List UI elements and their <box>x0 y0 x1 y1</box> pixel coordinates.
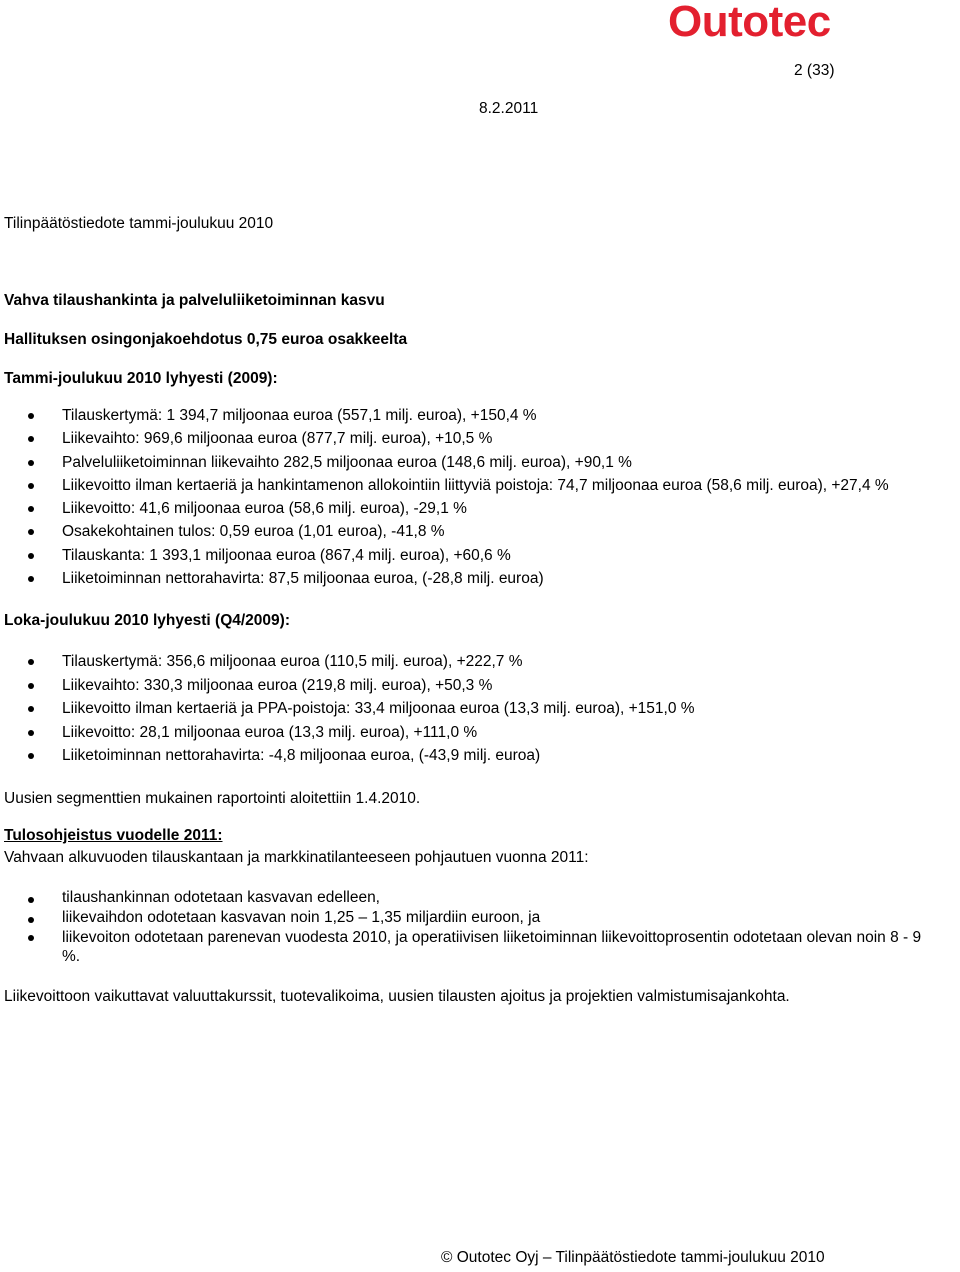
page-number: 2 (33) <box>794 62 835 79</box>
list-item: Liikevoitto ilman kertaeriä ja PPA-poistoja: 33,4 miljoonaa euroa (13,3 milj. euroa), +151,0 % <box>0 697 695 721</box>
list-item: Osakekohtainen tulos: 0,59 euroa (1,01 euroa), -41,8 % <box>0 520 889 543</box>
outotec-logo <box>668 0 836 44</box>
list-item: Tilauskanta: 1 393,1 miljoonaa euroa (867,4 milj. euroa), +60,6 % <box>0 544 889 567</box>
logo-text: Outotec <box>668 0 831 44</box>
list-item: Palveluliiketoiminnan liikevaihto 282,5 miljoonaa euroa (148,6 milj. euroa), +90,1 % <box>0 451 889 474</box>
headline-3: Tammi-joulukuu 2010 lyhyesti (2009): <box>4 370 278 387</box>
full-year-list <box>0 404 889 590</box>
list-item: Liiketoiminnan nettorahavirta: 87,5 miljoonaa euroa, (-28,8 milj. euroa) <box>0 567 889 590</box>
guidance-intro: Vahvaan alkuvuoden tilauskantaan ja markkinatilanteeseen pohjautuen vuonna 2011: <box>4 849 589 866</box>
list-item: Liikevaihto: 969,6 miljoonaa euroa (877,7 milj. euroa), +10,5 % <box>0 427 889 450</box>
list-item: Liikevoitto: 41,6 miljoonaa euroa (58,6 milj. euroa), -29,1 % <box>0 497 889 520</box>
headline-2: Hallituksen osingonjakoehdotus 0,75 euroa osakkeelta <box>4 331 408 348</box>
list-item: Liiketoiminnan nettorahavirta: -4,8 miljoonaa euroa, (-43,9 milj. euroa) <box>0 744 695 768</box>
q4-list <box>0 650 695 768</box>
footer: © Outotec Oyj – Tilinpäätöstiedote tammi-joulukuu 2010 <box>441 1249 825 1266</box>
document-date: 8.2.2011 <box>479 100 539 117</box>
headline-1: Vahva tilaushankinta ja palveluliiketoiminnan kasvu <box>4 292 385 309</box>
segment-note: Uusien segmenttien mukainen raportointi aloitettiin 1.4.2010. <box>4 790 421 807</box>
guidance-list <box>0 888 922 966</box>
list-item: Liikevaihto: 330,3 miljoonaa euroa (219,8 milj. euroa), +50,3 % <box>0 674 695 698</box>
document-title: Tilinpäätöstiedote tammi-joulukuu 2010 <box>4 215 274 232</box>
list-item: Liikevoitto ilman kertaeriä ja hankintamenon allokointiin liittyviä poistoja: 74,7 miljoonaa euroa (58,6 milj. euroa), +27,4 % <box>0 474 889 497</box>
list-item: liikevaihdon odotetaan kasvavan noin 1,25 – 1,35 miljardiin euroon, ja <box>0 908 922 928</box>
list-item: tilaushankinnan odotetaan kasvavan edelleen, <box>0 888 922 908</box>
list-item: Tilauskertymä: 356,6 miljoonaa euroa (110,5 milj. euroa), +222,7 % <box>0 650 695 674</box>
guidance-note: Liikevoittoon vaikuttavat valuuttakurssit, tuotevalikoima, uusien tilausten ajoitus ja projektien valmistumisajankohta. <box>4 988 790 1005</box>
list-item: Tilauskertymä: 1 394,7 miljoonaa euroa (557,1 milj. euroa), +150,4 % <box>0 404 889 427</box>
list-item: Liikevoitto: 28,1 miljoonaa euroa (13,3 milj. euroa), +111,0 % <box>0 721 695 745</box>
q4-heading: Loka-joulukuu 2010 lyhyesti (Q4/2009): <box>4 612 290 629</box>
guidance-heading: Tulosohjeistus vuodelle 2011: <box>4 827 223 844</box>
list-item: liikevoiton odotetaan parenevan vuodesta 2010, ja operatiivisen liiketoiminnan liikevoittoprosentin odotetaan olevan noin 8 - 9 %. <box>0 928 922 966</box>
